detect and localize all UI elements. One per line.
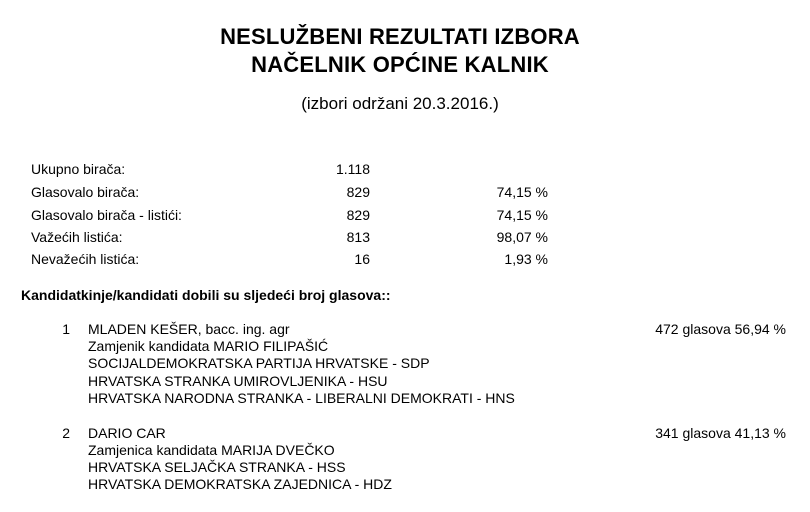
stat-percent-voted-ballots: 74,15 % (496, 207, 548, 223)
candidate-deputy: Zamjenik kandidata MARIO FILIPAŠIĆ (88, 338, 329, 354)
stat-value-valid-ballots: 813 (346, 229, 370, 245)
stat-value-voted: 829 (346, 184, 370, 200)
stat-value-voted-ballots: 829 (346, 207, 370, 223)
stat-label-total-voters: Ukupno birača: (31, 161, 126, 177)
candidate-party: HRVATSKA STRANKA UMIROVLJENIKA - HSU (88, 373, 388, 389)
page-title-line2: NAČELNIK OPĆINE KALNIK (251, 52, 549, 77)
candidate-deputy: Zamjenica kandidata MARIJA DVEČKO (88, 442, 335, 458)
stat-label-invalid-ballots: Nevažećih listića: (31, 251, 140, 267)
candidate-name: DARIO CAR (88, 425, 166, 441)
page-title-line1: NESLUŽBENI REZULTATI IZBORA (220, 24, 580, 49)
candidates-heading: Kandidatkinje/kandidati dobili su sljedeći broj glasova:: (21, 287, 391, 303)
candidate-number: 2 (62, 425, 70, 441)
stat-value-total-voters: 1.118 (336, 161, 370, 177)
candidate-number: 1 (62, 321, 70, 337)
stat-label-valid-ballots: Važećih listića: (31, 229, 123, 245)
stat-percent-valid-ballots: 98,07 % (496, 229, 548, 245)
candidate-party: SOCIJALDEMOKRATSKA PARTIJA HRVATSKE - SDP (88, 355, 430, 371)
stat-label-voted: Glasovalo birača: (31, 184, 140, 200)
stat-percent-invalid-ballots: 1,93 % (504, 251, 548, 267)
candidate-party: HRVATSKA NARODNA STRANKA - LIBERALNI DEMOKRATI - HNS (88, 390, 515, 406)
candidate-name: MLADEN KEŠER, bacc. ing. agr (88, 321, 290, 337)
candidate-party: HRVATSKA SELJAČKA STRANKA - HSS (88, 459, 346, 475)
candidate-party: HRVATSKA DEMOKRATSKA ZAJEDNICA - HDZ (88, 476, 392, 492)
stat-value-invalid-ballots: 16 (354, 251, 370, 267)
stat-label-voted-ballots: Glasovalo birača - listići: (31, 207, 182, 223)
candidate-result: 341 glasova 41,13 % (655, 425, 786, 441)
election-date-subtitle: (izbori održani 20.3.2016.) (301, 94, 499, 113)
stat-percent-voted: 74,15 % (496, 184, 548, 200)
candidate-result: 472 glasova 56,94 % (655, 321, 786, 337)
